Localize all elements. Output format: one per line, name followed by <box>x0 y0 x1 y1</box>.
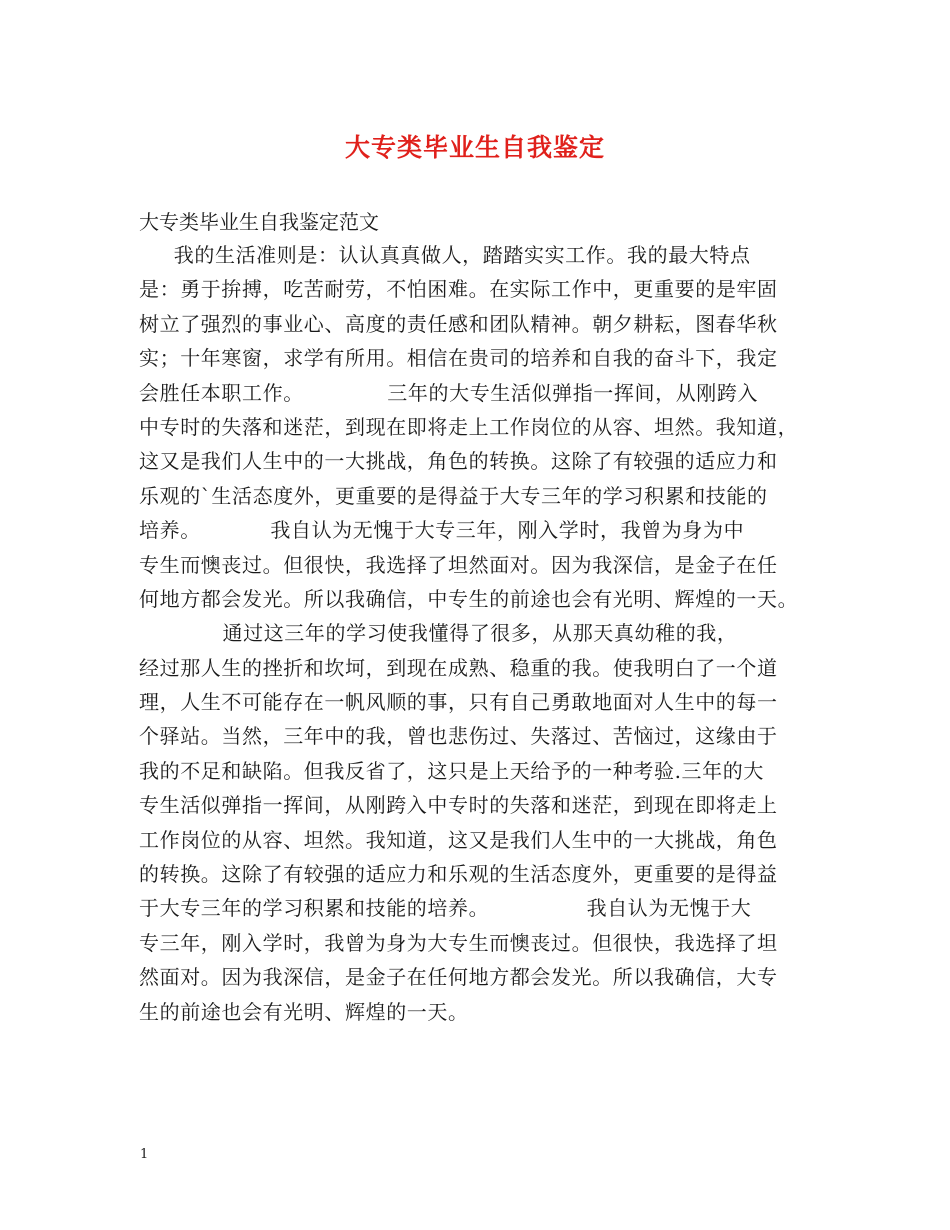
body-line: 然面对。因为我深信，是金子在任何地方都会发光。所以我确信，大专 <box>139 965 778 990</box>
body-line: 培养。 我自认为无愧于大专三年，刚入学时，我曾为身为中 <box>139 518 745 543</box>
body-line: 何地方都会发光。所以我确信，中专生的前途也会有光明、辉煌的一天。 <box>139 586 799 611</box>
body-line: 我的生活准则是：认认真真做人，踏踏实实工作。我的最大特点 <box>139 243 751 267</box>
body-line: 实；十年寒窗，求学有所用。相信在贵司的培养和自我的奋斗下，我定 <box>139 346 778 371</box>
page-number: 1 <box>140 1147 149 1162</box>
document-body <box>139 238 829 1029</box>
body-line: 这又是我们人生中的一大挑战，角色的转换。这除了有较强的适应力和 <box>139 449 778 474</box>
body-line: 于大专三年的学习积累和技能的培养。 我自认为无愧于大 <box>139 896 752 921</box>
body-line: 通过这三年的学习使我懂得了很多，从那天真幼稚的我， <box>139 621 738 646</box>
body-line: 理，人生不可能存在一帆风顺的事，只有自己勇敢地面对人生中的每一 <box>139 690 778 715</box>
body-line: 是：勇于拚搏，吃苦耐劳，不怕困难。在实际工作中，更重要的是牢固 <box>139 277 778 302</box>
body-line: 专生活似弹指一挥间，从刚跨入中专时的失落和迷茫，到现在即将走上 <box>139 793 778 818</box>
body-line: 经过那人生的挫折和坎坷，到现在成熟、稳重的我。使我明白了一个道 <box>139 655 778 680</box>
body-line: 个驿站。当然，三年中的我，曾也悲伤过、失落过、苦恼过，这缘由于 <box>139 724 778 749</box>
body-line: 树立了强烈的事业心、高度的责任感和团队精神。朝夕耕耘，图春华秋 <box>139 311 778 336</box>
body-line: 工作岗位的从容、坦然。我知道，这又是我们人生中的一大挑战，角色 <box>139 827 778 852</box>
body-line: 的转换。这除了有较强的适应力和乐观的生活态度外，更重要的是得益 <box>139 862 778 887</box>
body-line: 乐观的`生活态度外，更重要的是得益于大专三年的学习积累和技能的 <box>139 483 768 508</box>
document-title: 大专类毕业生自我鉴定 <box>344 133 605 162</box>
body-line: 专生而懊丧过。但很快，我选择了坦然面对。因为我深信，是金子在任 <box>139 552 778 577</box>
body-line: 会胜任本职工作。 三年的大专生活似弹指一挥间，从刚跨入 <box>139 380 759 405</box>
body-line: 生的前途也会有光明、辉煌的一天。 <box>139 999 469 1024</box>
body-line: 专三年，刚入学时，我曾为身为大专生而懊丧过。但很快，我选择了坦 <box>139 930 778 955</box>
body-line: 我的不足和缺陷。但我反省了，这只是上天给予的一种考验.三年的大 <box>139 758 764 783</box>
document-subtitle: 大专类毕业生自我鉴定范文 <box>139 210 379 234</box>
body-line: 中专时的失落和迷茫，到现在即将走上工作岗位的从容、坦然。我知道， <box>139 414 799 439</box>
